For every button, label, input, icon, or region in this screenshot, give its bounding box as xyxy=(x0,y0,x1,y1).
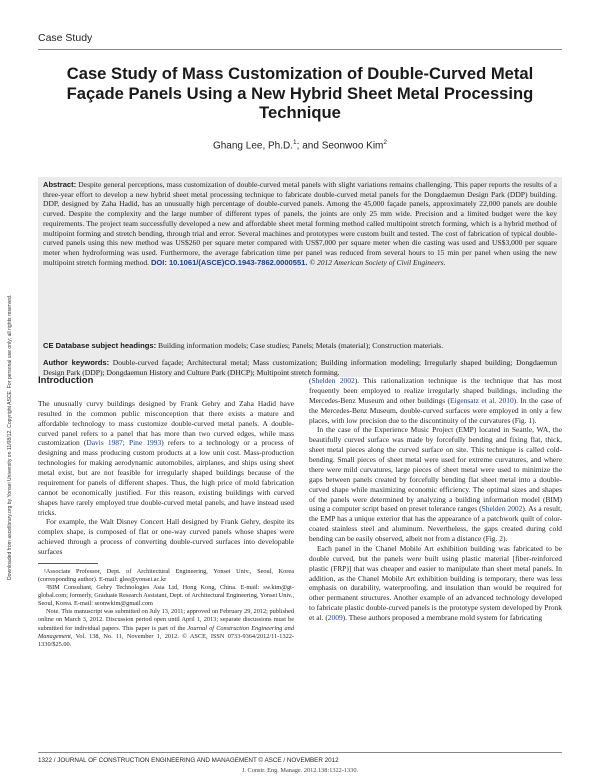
doi-link[interactable]: DOI: 10.1061/(ASCE)CO.1943-7862.0000551. xyxy=(150,257,308,267)
left-column xyxy=(38,376,294,649)
right-p2-text-b: ). As a result, the EMP has a unique exterior that has the appearance of a patchwork quilt of color-coated stainless steel and aluminum. Nevertheless, the gaps created during cold bending can be easily observed, albeit not from a distance (Fig. 2). xyxy=(309,504,562,543)
header-divider xyxy=(38,49,562,50)
submission-note-text-a: Note. This manuscript was submitted on July 13, 2011; approved on February 29, 2012; published online on March 3, 2012. Discussion period open until April 1, 2013; separate discussions must be submitted for individual papers. This paper is part of the xyxy=(38,608,294,632)
abstract-label: Abstract: xyxy=(43,180,77,189)
right-p1-text-b: ). In the case of the Mercedes-Benz Museum, double-curved surfaces were employed in only a few places, with low precision due to the discontinuity of the curvatures (Fig. 1). xyxy=(309,395,562,425)
author-keywords xyxy=(43,358,557,377)
abstract-text: Despite general perceptions, mass customization of double-curved metal panels with slight variations remains challenging. This paper reports the results of a three-year effort to develop a new hybrid sheet metal processing technique to fabricate double-curved metal panels for the Dongdaemun Design Park (DDP) building. DDP, designed by Zaha Hadid, has an unusually high percentage of double-curved panels. Among the 45,000 façade panels, approximately 22,000 panels are double curved. Despite the complexity and the large number of different types of panels, the joints are only 25 mm wide. Precision and a limited budget were the key requirements. The project team successfully developed a new and affordable sheet metal forming method called multipoint stretch forming, which is a hybrid method of multipoint forming and stretch bending, through trial and error. Several machines and prototypes were custom built and tested. The cost of fabrication of typical double-curved panels using this new method was US$260 per square meter compared with US$7,000 per square meter when die casting was used and US$3,000 per square meter when hydroforming was used. Furthermore, the average fabrication time per panel was reduced from several hours to 15 min per panel when using the new multipoint stretch forming method. xyxy=(43,180,557,267)
footer-divider xyxy=(38,752,562,753)
author-line xyxy=(38,139,562,151)
page-footer: 1322 / JOURNAL OF CONSTRUCTION ENGINEERING AND MANAGEMENT © ASCE / NOVEMBER 2012 xyxy=(38,757,339,764)
intro-p1-text-b: ; xyxy=(122,438,129,448)
introduction-heading: Introduction xyxy=(38,375,94,386)
right-p3-text-a: Each panel in the Chanel Mobile Art exhibition building was fabricated to be double curved, but the panels were built using plastic material [fiber-reinforced plastic (FRP)] that was cheaper and easier to manipulate than sheet metal panels. In addition, as the Chanel Mobile Art exhibition building is temporary, there was less emphasis on durability, waterproofing, and insulation than would be required for other permanent structures. Another example of an advanced technology developed to fabricate plastic double-curved panels is the prototype system developed by Pronk et al. ( xyxy=(309,543,562,622)
author-1-affiliation-mark: 1 xyxy=(293,139,297,146)
abstract-copyright: © 2012 American Society of Civil Engineers. xyxy=(307,257,446,267)
author-keywords-label: Author keywords: xyxy=(43,358,110,367)
footnotes xyxy=(38,568,294,649)
journal-name: Journal of Construction Engineering and Management xyxy=(38,624,294,640)
citation-eigensatz-2010[interactable]: Eigensatz et al. 2010 xyxy=(450,395,514,405)
subject-headings-label: CE Database subject headings: xyxy=(43,341,157,350)
footnote-2: ²BIM Consultant, Gehry Technologies Asia Ltd, Hong Kong, China. E-mail: sw.kim@gt-global.com; formerly, Graduate Research Assistant, Dept. of Architectural Engineering, Yonsei Univ., Seoul, Korea. E-mail: seonwkim@gmail.com xyxy=(38,584,294,608)
intro-p1-text-a: The unusually curvy buildings designed by Frank Gehry and Zaha Hadid have resulted in the common public misconception that there exists a mature and affordable technology to mass customize double-curved metal panels. A double-curved panel refers to a panel that has more than two curved edges, while mass customization ( xyxy=(38,398,294,448)
footnote-1: ¹Associate Professor, Dept. of Architectural Engineering, Yonsei Univ., Seoul, Korea (corresponding author). E-mail: glee@yonsei.ac.kr xyxy=(38,567,294,583)
download-notice-strip xyxy=(2,180,12,600)
right-p3-text-b: ). These authors proposed a membrane mold system for fabricating xyxy=(342,613,543,622)
abstract xyxy=(43,180,557,267)
right-column xyxy=(309,376,562,623)
intro-paragraph-1 xyxy=(38,399,294,518)
citation-pine-1993[interactable]: Pine 1993 xyxy=(128,438,162,448)
intro-p1-text-c: ) refers to a technology or a process of designing and mass producing custom products at a low unit cost. Mass-production technologies for making aerodynamic automobiles, airplanes, and ships using sheet metal exist, but are not feasible for irregularly shaped buildings because of the requirement for panels of different shapes. Thus, the high price of mold fabrication cannot be economically justified. For this reason, existing buildings with curved shapes have rarely employed true double-curved metal panels, and have instead used tricks. xyxy=(38,438,294,517)
author-separator: ; and xyxy=(296,140,322,152)
author-1-name: Ghang Lee, Ph.D. xyxy=(212,140,294,152)
section-label: Case Study xyxy=(38,32,93,44)
subject-headings-text: Building information models; Case studies; Panels; Metals (material); Construction materials. xyxy=(156,341,444,350)
author-2-affiliation-mark: 2 xyxy=(383,139,388,146)
right-p1-open-paren: ( xyxy=(309,376,312,385)
right-paragraph-3 xyxy=(309,544,562,623)
download-notice: Downloaded from ascelibrary.org by Yonsei University on 11/08/12. Copyright ASCE. For personal use only; all rights reserved. xyxy=(7,294,13,580)
footnote-divider xyxy=(38,563,98,564)
intro-paragraph-2: For example, the Walt Disney Concert Hall designed by Frank Gehry, despite its complex shape, is composed of flat or one-way curved panels whose shapes were achieved through a process of converting double-curved surfaces into developable surfaces xyxy=(38,517,294,556)
author-keywords-text: Double-curved façade; Architectural metal; Mass customization; Building information modeling; Irregularly shaped building; Dongdaemun Design Park (DDP); Dongdaemun History and Culture Park (DHCP); Multipoint stretch forming. xyxy=(43,358,557,377)
right-p2-text-a: In the case of the Experience Music Project (EMP) located in Seattle, WA, the beautifully curved surface was made by forcefully bending and fixing flat, thick, sheet metal pieces along the curved surface on site. This technique is called cold-bending. Small pieces of sheet metal were used for extreme curvatures, and where there were mild curvatures, large pieces of sheet metal were used to minimize the gaps between panels created by forcefully bending flat sheet metal into a double-curved shape while maximizing economic efficiency. The optimal sizes and shapes of the panels were determined by analyzing a building information model (BIM) using a computer script based on preset tolerance ranges ( xyxy=(309,425,562,514)
submission-note-text-b: , Vol. 138, No. 11, November 1, 2012. © ASCE, ISSN 0733-9364/2012/11-1322-1330/$25.00. xyxy=(38,632,294,648)
right-paragraph-1 xyxy=(309,376,562,425)
citation-davis-1987[interactable]: Davis 1987 xyxy=(86,438,123,448)
subject-headings xyxy=(43,341,557,351)
paper-title: Case Study of Mass Customization of Double-Curved Metal Façade Panels Using a New Hybrid Sheet Metal Processing Technique xyxy=(66,64,534,122)
right-paragraph-2 xyxy=(309,425,562,544)
author-2-name: Seonwoo Kim xyxy=(321,140,384,152)
submission-note xyxy=(38,608,294,648)
citation-footer: J. Constr. Eng. Manage. 2012.138:1322-1330. xyxy=(241,767,359,774)
right-p1-text-a: ). This rationalization technique is the technique that has most frequently been employed to realize irregularly shaped buildings, including the Mercedes-Benz Museum and other buildings ( xyxy=(309,376,562,405)
citation-shelden-2002-b[interactable]: Shelden 2002 xyxy=(481,504,523,514)
citation-pronk-2009[interactable]: 2009 xyxy=(327,613,343,622)
citation-shelden-2002[interactable]: Shelden 2002 xyxy=(311,376,355,385)
